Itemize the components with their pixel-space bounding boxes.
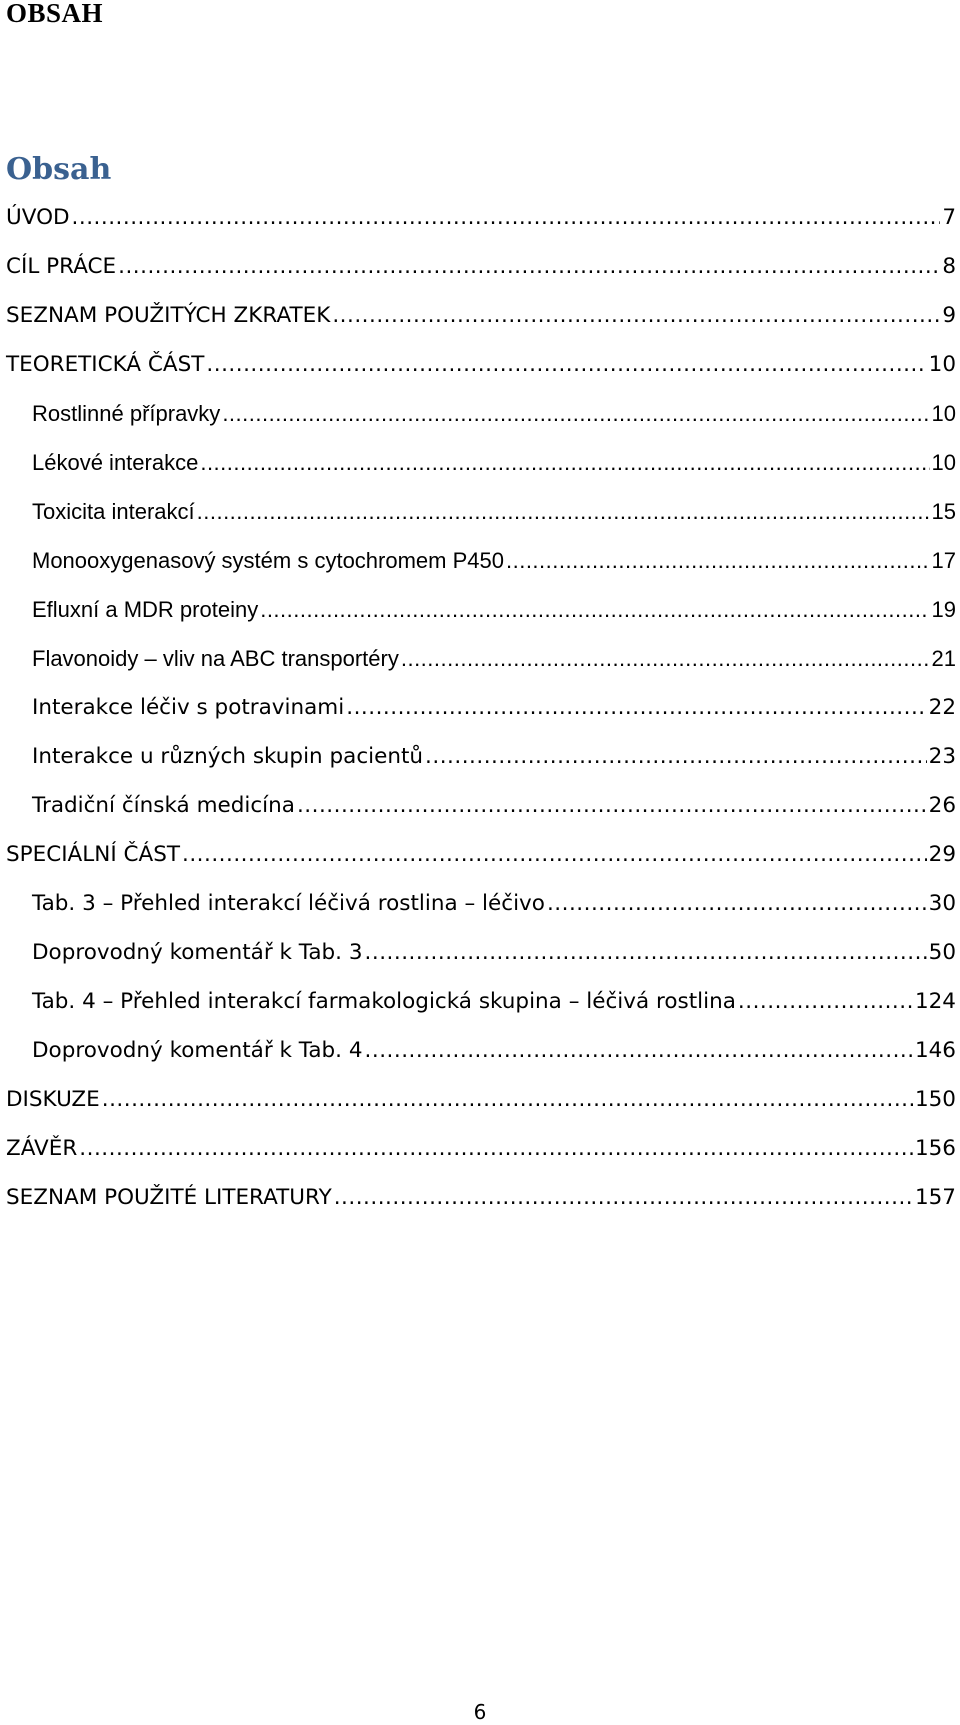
- toc-entry-label: Rostlinné přípravky: [32, 400, 221, 426]
- toc-entry-label: ÚVOD: [6, 205, 70, 230]
- toc-entry-interakce-skupiny-pacientu[interactable]: [6, 732, 956, 781]
- toc-entry-interakce-potraviny[interactable]: [6, 683, 956, 732]
- toc-entry-page: 156: [914, 1136, 956, 1161]
- toc-dot-leader: [738, 989, 913, 1014]
- toc-entry-page: 50: [928, 940, 956, 965]
- toc-dot-leader: [346, 695, 926, 720]
- toc-entry-label: Doprovodný komentář k Tab. 4: [32, 1038, 363, 1063]
- toc-entry-label: Doprovodný komentář k Tab. 3: [32, 940, 363, 965]
- toc-entry-tradicni-cinska-medicina[interactable]: [6, 781, 956, 830]
- toc-entry-toxicita-interakci[interactable]: [6, 487, 956, 536]
- toc-entry-tab-4[interactable]: [6, 977, 956, 1026]
- toc-entry-teoreticka-cast[interactable]: [6, 340, 956, 389]
- toc-entry-label: Interakce u různých skupin pacientů: [32, 744, 424, 769]
- table-of-contents: [6, 193, 956, 1222]
- toc-heading: Obsah: [6, 152, 112, 187]
- toc-entry-page: 19: [931, 596, 956, 622]
- toc-entry-label: Interakce léčiv s potravinami: [32, 695, 345, 720]
- toc-entry-label: Tab. 4 – Přehled interakcí farmakologická skupina – léčivá rostlina: [32, 989, 736, 1014]
- toc-entry-label: SPECIÁLNÍ ČÁST: [6, 842, 180, 867]
- toc-dot-leader: [365, 1038, 913, 1063]
- toc-entry-page: 30: [928, 891, 956, 916]
- toc-entry-label: TEORETICKÁ ČÁST: [6, 352, 205, 377]
- toc-entry-page: 8: [942, 254, 956, 279]
- toc-entry-page: 10: [928, 352, 956, 377]
- toc-entry-page: 157: [914, 1185, 956, 1210]
- toc-entry-page: 23: [928, 744, 956, 769]
- toc-entry-label: ZÁVĚR: [6, 1136, 78, 1161]
- toc-dot-leader: [200, 450, 929, 476]
- toc-entry-label: CÍL PRÁCE: [6, 254, 117, 279]
- toc-dot-leader: [425, 744, 927, 769]
- toc-entry-label: SEZNAM POUŽITÉ LITERATURY: [6, 1185, 332, 1210]
- toc-entry-label: SEZNAM POUŽITÝCH ZKRATEK: [6, 303, 331, 328]
- toc-entry-diskuze[interactable]: [6, 1075, 956, 1124]
- toc-dot-leader: [118, 254, 940, 279]
- toc-entry-page: 7: [942, 205, 956, 230]
- toc-entry-page: 9: [942, 303, 956, 328]
- toc-entry-seznam-zkratek[interactable]: [6, 291, 956, 340]
- toc-entry-uvod[interactable]: [6, 193, 956, 242]
- toc-dot-leader: [334, 1185, 913, 1210]
- toc-entry-label: Tradiční čínská medicína: [32, 793, 295, 818]
- toc-dot-leader: [182, 842, 927, 867]
- toc-entry-page: 17: [931, 547, 956, 573]
- toc-entry-monooxygenasovy-system[interactable]: [6, 536, 956, 585]
- toc-dot-leader: [102, 1087, 913, 1112]
- toc-entry-label: Flavonoidy – vliv na ABC transportéry: [32, 645, 399, 671]
- toc-entry-seznam-literatury[interactable]: [6, 1173, 956, 1222]
- toc-entry-specialni-cast[interactable]: [6, 830, 956, 879]
- toc-entry-komentar-tab-3[interactable]: [6, 928, 956, 977]
- toc-entry-page: 22: [928, 695, 956, 720]
- toc-dot-leader: [79, 1136, 913, 1161]
- toc-dot-leader: [72, 205, 941, 230]
- toc-entry-page: 10: [931, 449, 956, 475]
- toc-dot-leader: [260, 597, 929, 623]
- toc-entry-zaver[interactable]: [6, 1124, 956, 1173]
- toc-entry-flavonoidy[interactable]: [6, 634, 956, 683]
- toc-entry-cil-prace[interactable]: [6, 242, 956, 291]
- toc-entry-page: 10: [931, 400, 956, 426]
- toc-dot-leader: [506, 548, 930, 574]
- toc-entry-efluxni-proteiny[interactable]: [6, 585, 956, 634]
- toc-entry-label: Lékové interakce: [32, 449, 199, 475]
- page-number: 6: [473, 1700, 487, 1724]
- toc-dot-leader: [197, 499, 930, 525]
- toc-dot-leader: [401, 646, 930, 672]
- toc-entry-page: 26: [928, 793, 956, 818]
- toc-entry-page: 21: [931, 645, 956, 671]
- toc-entry-tab-3[interactable]: [6, 879, 956, 928]
- toc-dot-leader: [297, 793, 927, 818]
- toc-entry-page: 150: [914, 1087, 956, 1112]
- running-header: OBSAH: [6, 0, 104, 28]
- toc-entry-label: Tab. 3 – Přehled interakcí léčivá rostlina – léčivo: [32, 891, 545, 916]
- toc-entry-page: 146: [914, 1038, 956, 1063]
- toc-dot-leader: [332, 303, 940, 328]
- toc-entry-page: 15: [931, 498, 956, 524]
- toc-entry-rostlinne-pripravky[interactable]: [6, 389, 956, 438]
- toc-entry-label: Efluxní a MDR proteiny: [32, 596, 259, 622]
- toc-entry-label: Toxicita interakcí: [32, 498, 195, 524]
- toc-entry-page: 29: [928, 842, 956, 867]
- toc-dot-leader: [222, 401, 929, 427]
- toc-entry-komentar-tab-4[interactable]: [6, 1026, 956, 1075]
- toc-entry-label: DISKUZE: [6, 1087, 100, 1112]
- toc-dot-leader: [365, 940, 927, 965]
- toc-dot-leader: [206, 352, 926, 377]
- toc-entry-label: Monooxygenasový systém s cytochromem P450: [32, 547, 504, 573]
- toc-entry-page: 124: [914, 989, 956, 1014]
- toc-dot-leader: [547, 891, 927, 916]
- toc-entry-lekove-interakce[interactable]: [6, 438, 956, 487]
